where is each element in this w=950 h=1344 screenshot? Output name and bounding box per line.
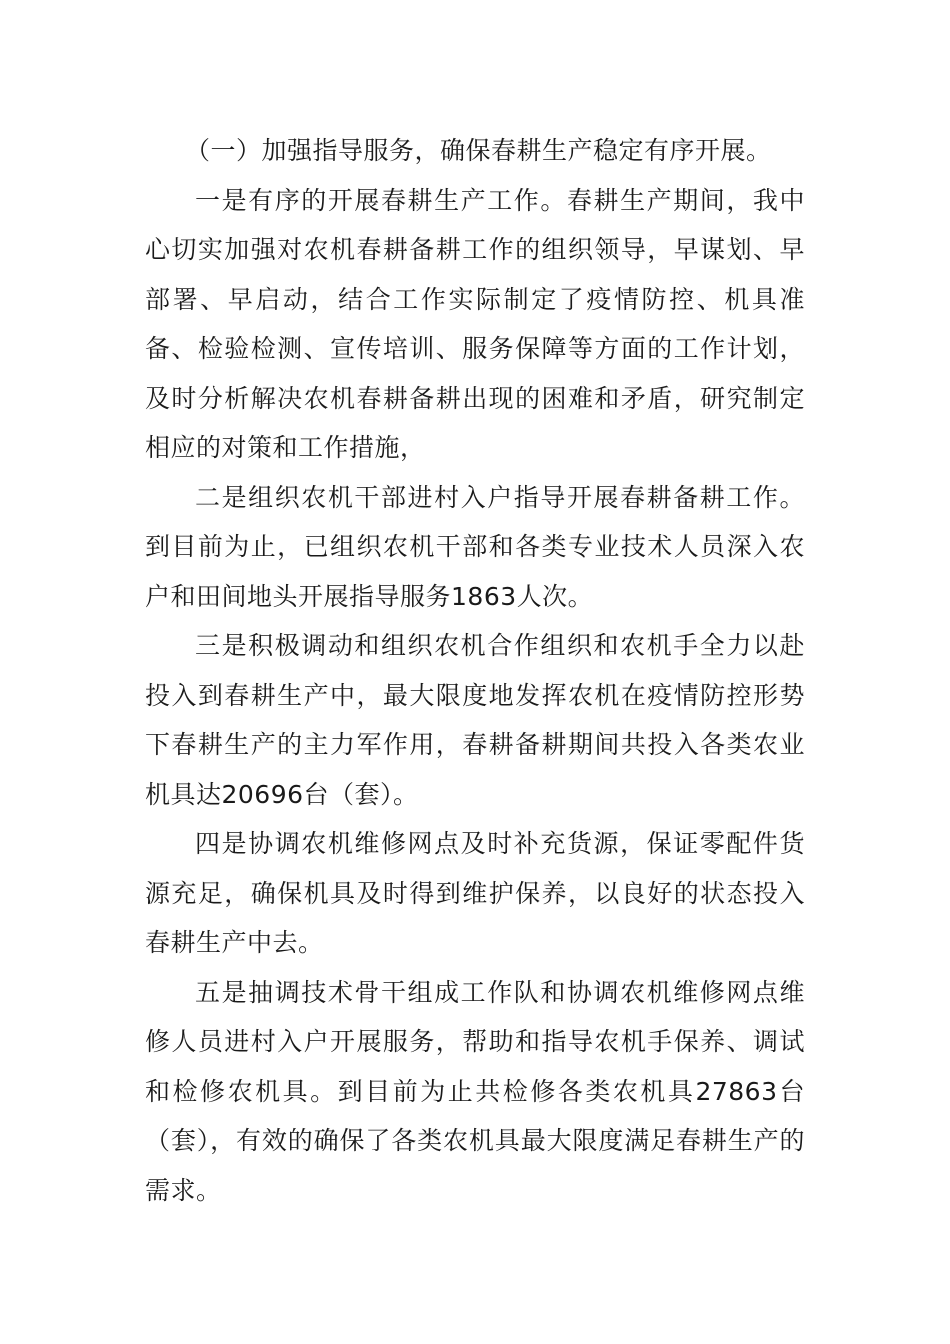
paragraph-4: 四是协调农机维修网点及时补充货源，保证零配件货源充足，确保机具及时得到维护保养，以良好的状态投入春耕生产中去。 — [145, 829, 805, 957]
paragraph-5: 五是抽调技术骨干组成工作队和协调农机维修网点维修人员进村入户开展服务，帮助和指导农机手保养、调试和检修农机具。到目前为止共检修各类农机具27863台（套），有效的确保了各类农机具最大限度满足春耕生产的需求。 — [145, 977, 805, 1205]
paragraph-2: 二是组织农机干部进村入户指导开展春耕备耕工作。到目前为止，已组织农机干部和各类专业技术人员深入农户和田间地头开展指导服务1863人次。 — [145, 482, 805, 611]
paragraph-3: 三是积极调动和组织农机合作组织和农机手全力以赴投入到春耕生产中，最大限度地发挥农机在疫情防控形势下春耕生产的主力军作用，春耕备耕期间共投入各类农业机具达20696台（套）。 — [145, 631, 805, 809]
paragraph-1: 一是有序的开展春耕生产工作。春耕生产期间，我中心切实加强对农机春耕备耕工作的组织领导，早谋划、早部署、早启动，结合工作实际制定了疫情防控、机具准备、检验检测、宣传培训、服务保障等方面的工作计划，及时分析解决农机春耕备耕出现的困难和矛盾，研究制定相应的对策和工作措施， — [145, 185, 805, 462]
section-heading: （一）加强指导服务，确保春耕生产稳定有序开展。 — [185, 136, 772, 165]
document-body — [145, 126, 805, 1215]
